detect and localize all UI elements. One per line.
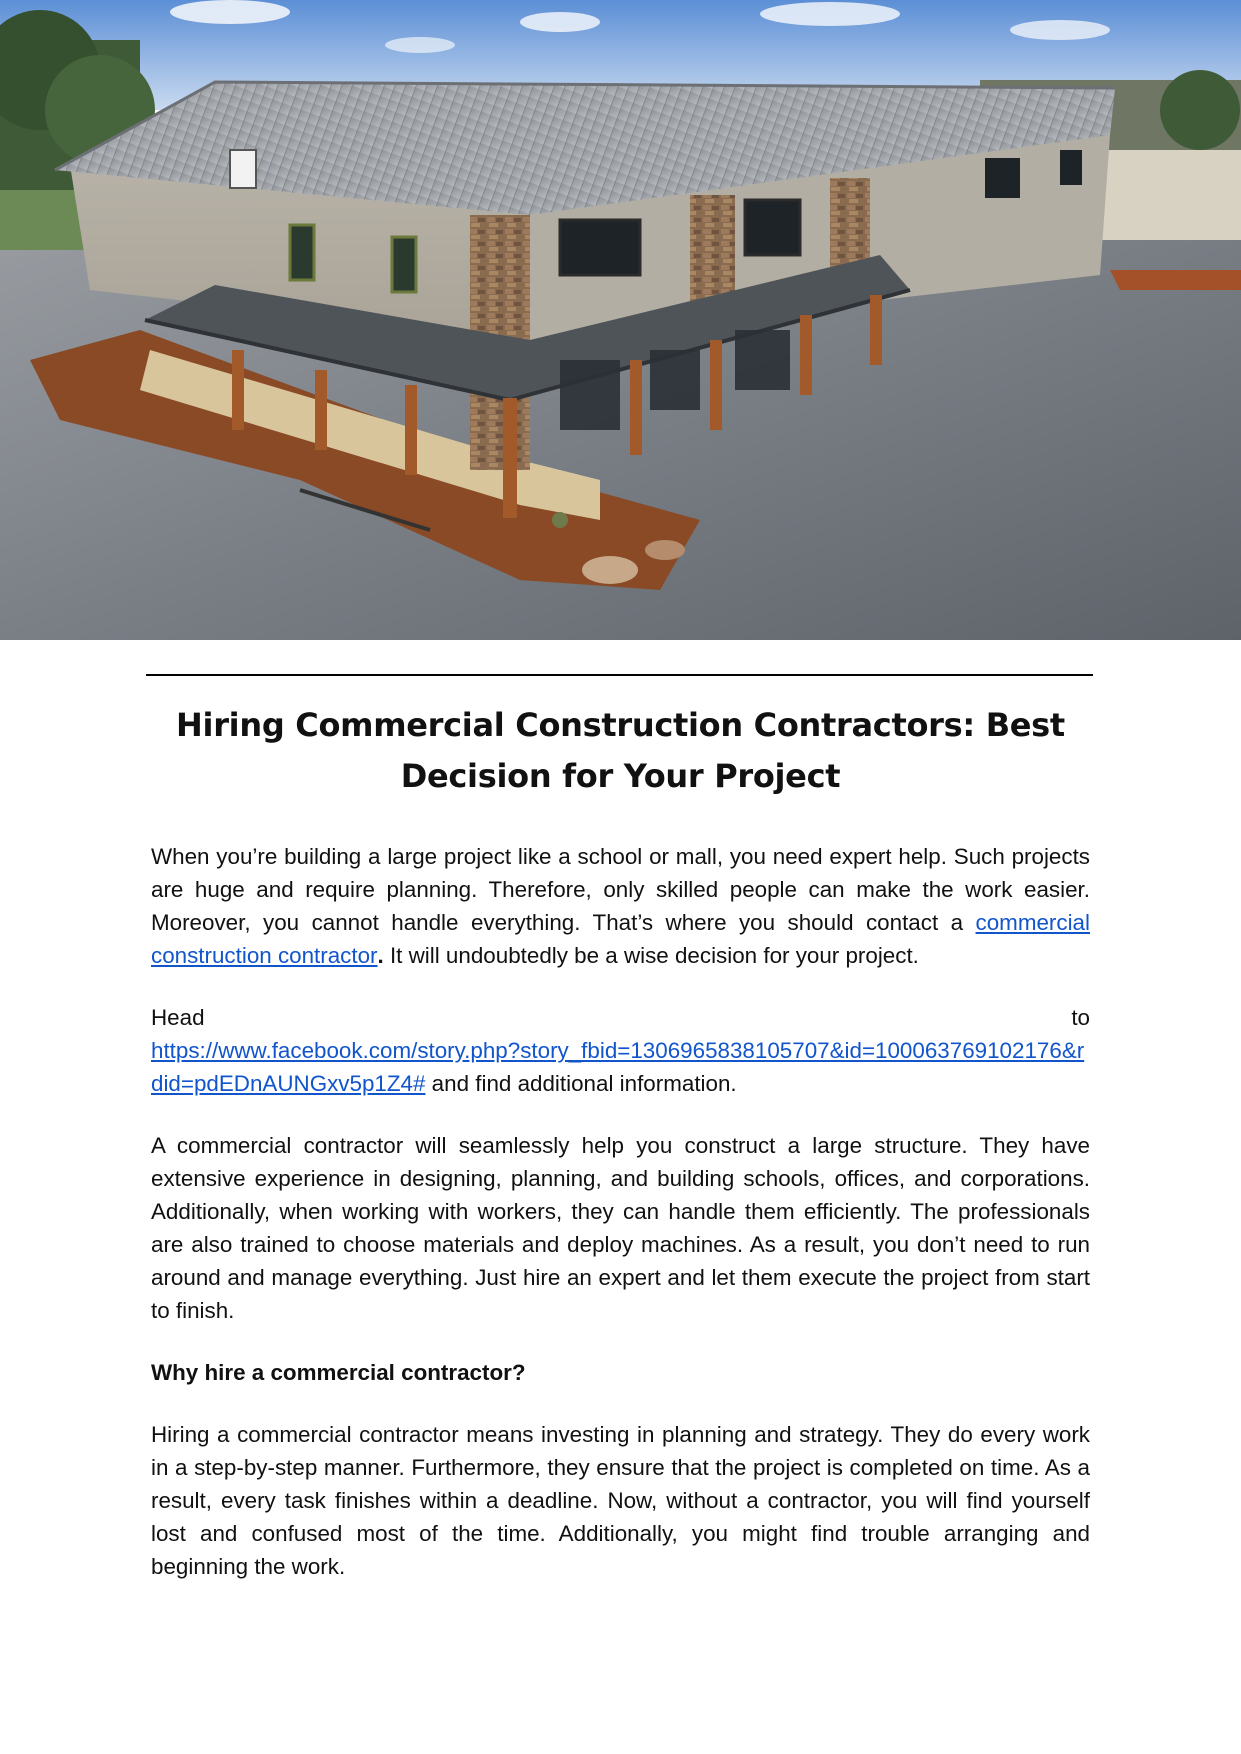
cta-head-line <box>151 1001 1090 1034</box>
horizontal-divider <box>146 674 1093 676</box>
cta-paragraph <box>151 1001 1090 1100</box>
intro-paragraph <box>151 840 1090 972</box>
building-illustration <box>0 0 1241 640</box>
paragraph-planning-strategy: Hiring a commercial contractor means investing in planning and strategy. They do every work in a step-by-step manner. Furthermore, they ensure that the project is completed on time. As a result, every task finishes within a deadline. Now, without a contractor, you will find yourself lost and confused most of the time. Additionally, you might find trouble arranging and beginning the work. <box>151 1422 1090 1579</box>
subheading-why-hire: Why hire a commercial contractor? <box>151 1360 526 1385</box>
paragraph-commercial-contractor-benefits: A commercial contractor will seamlessly help you construct a large structure. They have extensive experience in designing, planning, and building schools, offices, and corporations. Additionally, when working with workers, they can handle them efficiently. The professionals are also trained to choose materials and deploy machines. As a result, you don’t need to run around and manage everything. Just hire an expert and let them execute the project from start to finish. <box>151 1133 1090 1323</box>
article-title: Hiring Commercial Construction Contractors: Best Decision for Your Project <box>176 706 1065 795</box>
intro-text-after-link: It will undoubtedly be a wise decision for your project. <box>383 943 919 968</box>
cta-text-after-url: and find additional information. <box>425 1071 737 1096</box>
hero-image-commercial-building <box>0 0 1241 640</box>
commercial-construction-contractor-link[interactable]: commercial construction contractor <box>151 910 1090 968</box>
facebook-story-link[interactable]: https://www.facebook.com/story.php?story_fbid=1306965838105707&id=100063769102176&rdid=pdEDnAUNGxv5p1Z4# <box>151 1038 1085 1096</box>
intro-bold-dot: . <box>377 943 384 968</box>
cta-word-head: Head <box>151 1005 205 1030</box>
intro-text-before-link: When you’re building a large project like a school or mall, you need expert help. Such projects are huge and require planning. Therefore, only skilled people can make the work easier. Moreover, you cannot handle everything. That’s where you should contact a <box>151 844 1090 935</box>
cta-word-to: to <box>1071 1005 1090 1030</box>
article-content <box>151 700 1090 1612</box>
